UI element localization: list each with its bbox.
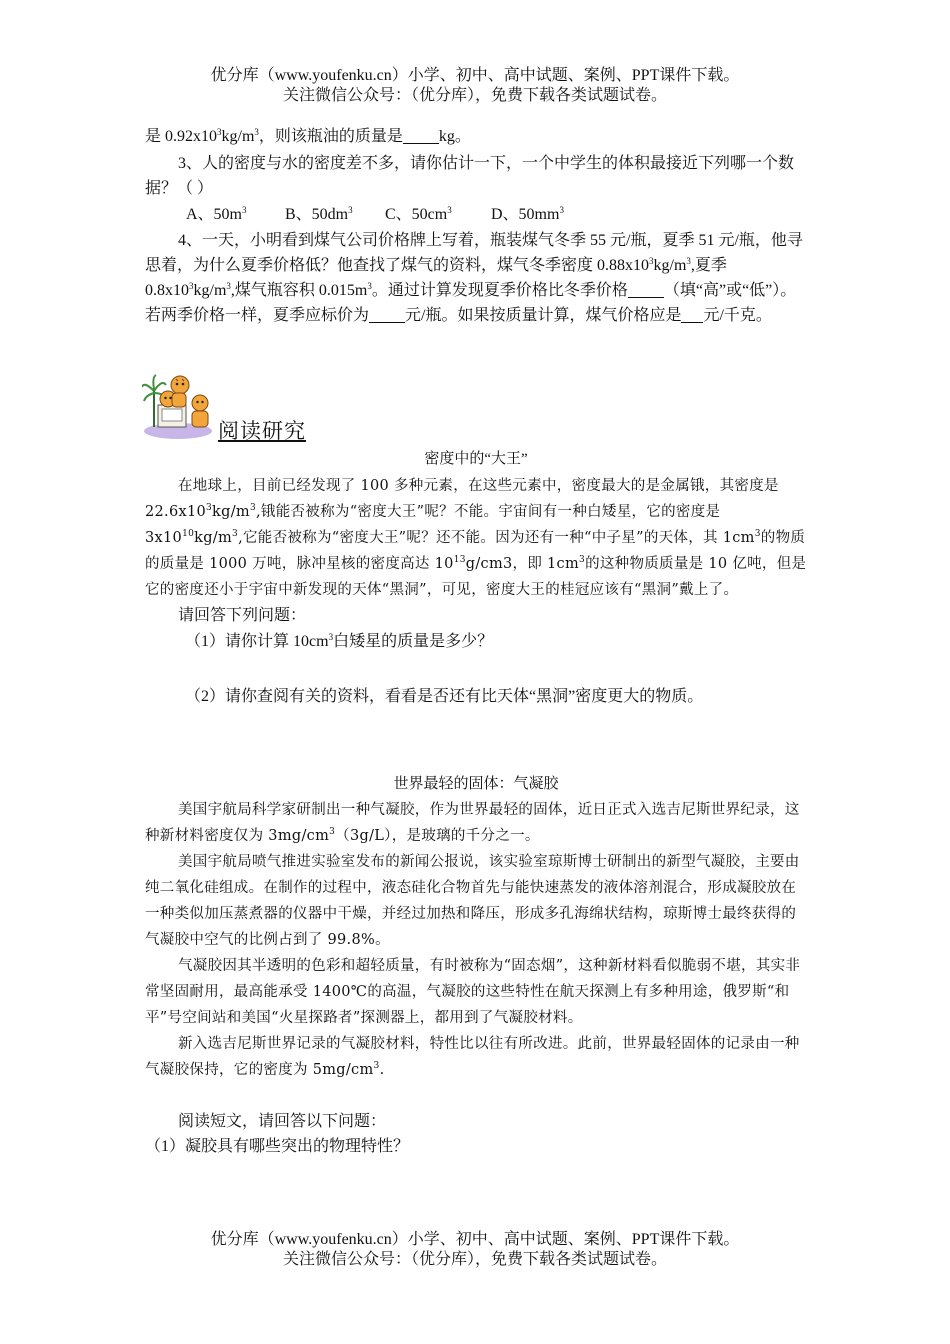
question-4: 4、一天，小明看到煤气公司价格牌上写着，瓶装煤气冬季 55 元/瓶，夏季 51 元/瓶，他寻思着，为什么夏季价格低？他查找了煤气的资料，煤气冬季密度 $0.88x10^3kg/m^3$,夏季 $0.8x10^3kg/m^3$,煤气瓶容积 $0.015m^3$。通过计算发现夏季价格比冬季价格 （填“高”或“低”）。若两季价格一样，夏季应标价为 元/瓶。如果按质量计算，煤气价格应是 元/千克。 — [145, 232, 803, 324]
article-2-title: 世界最轻的固体：气凝胶 — [393, 776, 559, 792]
page-header — [0, 66, 950, 106]
article-1-title: 密度中的“大王” — [424, 451, 528, 467]
article-density-king — [145, 447, 807, 709]
article-2-question-1: （1）凝胶具有哪些突出的物理特性？ — [145, 1138, 410, 1155]
article-2-paragraph-1: 美国宇航局科学家研制出一种气凝胶，作为世界最轻的固体，近日正式入选吉尼斯世界纪录，这种新材料密度仅为 $3mg/cm^3(3g/L)$，是玻璃的千分之一。 — [145, 802, 800, 844]
header-line-1: 优分库（www.youfenku.cn）小学、初中、高中试题、案例、PPT课件下载。 — [210, 67, 740, 84]
article-2-prompt: 阅读短文，请回答以下问题： — [178, 1113, 387, 1130]
section-title: 阅读研究 — [218, 419, 306, 443]
option-c[interactable]: C、50cm3 — [385, 205, 452, 223]
article-aerogel — [145, 772, 807, 1159]
article-1-prompt: 请回答下列问题： — [178, 607, 307, 624]
header-line-2: 关注微信公众号：（优分库），免费下载各类试题试卷。 — [282, 87, 667, 104]
reading-section-heading — [142, 371, 342, 443]
answer-blank[interactable] — [628, 280, 664, 298]
option-a[interactable]: A、50m3 — [186, 205, 247, 223]
article-1-question-1: （1）请你计算 $10cm^3$白矮星的质量是多少？ — [185, 632, 494, 650]
question-3: 3、人的密度与水的密度差不多，请你估计一下，一个中学生的体积最接近下列哪一个数据？（ ） — [145, 155, 795, 197]
footer-line-1: 优分库（www.youfenku.cn）小学、初中、高中试题、案例、PPT课件下载。 — [210, 1231, 740, 1248]
option-b[interactable]: B、50dm3 — [285, 205, 353, 223]
answer-blank[interactable] — [403, 126, 439, 144]
answer-blank[interactable] — [681, 305, 703, 323]
tigers-reading-icon — [142, 371, 218, 441]
questions-block — [145, 124, 807, 328]
article-2-paragraph-2: 美国宇航局喷气推进实验室发布的新闻公报说，该实验室琼斯博士研制出的新型气凝胶，主要由纯二氧化硅组成。在制作的过程中，液态硅化合物首先与能快速蒸发的液体溶剂混合，形成凝胶放在一种类似加压蒸煮器的仪器中干燥，并经过加热和降压，形成多孔海绵状结构，琼斯博士最终获得的气凝胶中空气的比例占到了 99.8%。 — [145, 854, 800, 948]
article-2-paragraph-3: 气凝胶因其半透明的色彩和超轻质量，有时被称为“固态烟”，这种新材料看似脆弱不堪，其实非常坚固耐用，最高能承受 1400℃的高温，气凝胶的这些特性在航天探测上有多种用途，俄罗斯“和平”号空间站和美国“火星探路者”探测器上，都用到了气凝胶材料。 — [145, 958, 801, 1026]
footer-line-2: 关注微信公众号：（优分库），免费下载各类试题试卷。 — [282, 1251, 667, 1268]
answer-blank[interactable] — [369, 305, 405, 323]
article-1-paragraph: 在地球上，目前已经发现了 100 多种元素，在这些元素中，密度最大的是金属锇，其密度是 $22.6x10^3kg/m^3$,锇能否被称为“密度大王”呢？不能。宇宙间有一种白矮星，它的密度是 $3x10^{10}kg/m^3$,它能否被称为“密度大王”呢？还不能。因为还有一种“中子星”的天体，其 $1cm^3$的物质的质量是 1000 万吨，脉冲星核的密度高达 $10^{13}g/cm3$，即 $1cm^3$的这种物质质量是 10 亿吨，但是它的密度还小于宇宙中新发现的天体“黑洞”，可见，密度大王的桂冠应该有“黑洞”戴上了。 — [145, 478, 807, 598]
page-footer — [0, 1230, 950, 1270]
question-2-tail: 是 $0.92x10^3kg/m^3$，则该瓶油的质量是 kg。 — [145, 127, 471, 145]
question-3-options — [145, 202, 807, 227]
article-2-paragraph-4: 新入选吉尼斯世界记录的气凝胶材料，特性比以往有所改进。此前，世界最轻固体的记录由一种气凝胶保持，它的密度为 $5mg/cm^3$. — [145, 1036, 800, 1078]
option-d[interactable]: D、50mm3 — [491, 205, 564, 223]
article-1-question-2: （2）请你查阅有关的资料，看看是否还有比天体“黑洞”密度更大的物质。 — [185, 688, 704, 705]
